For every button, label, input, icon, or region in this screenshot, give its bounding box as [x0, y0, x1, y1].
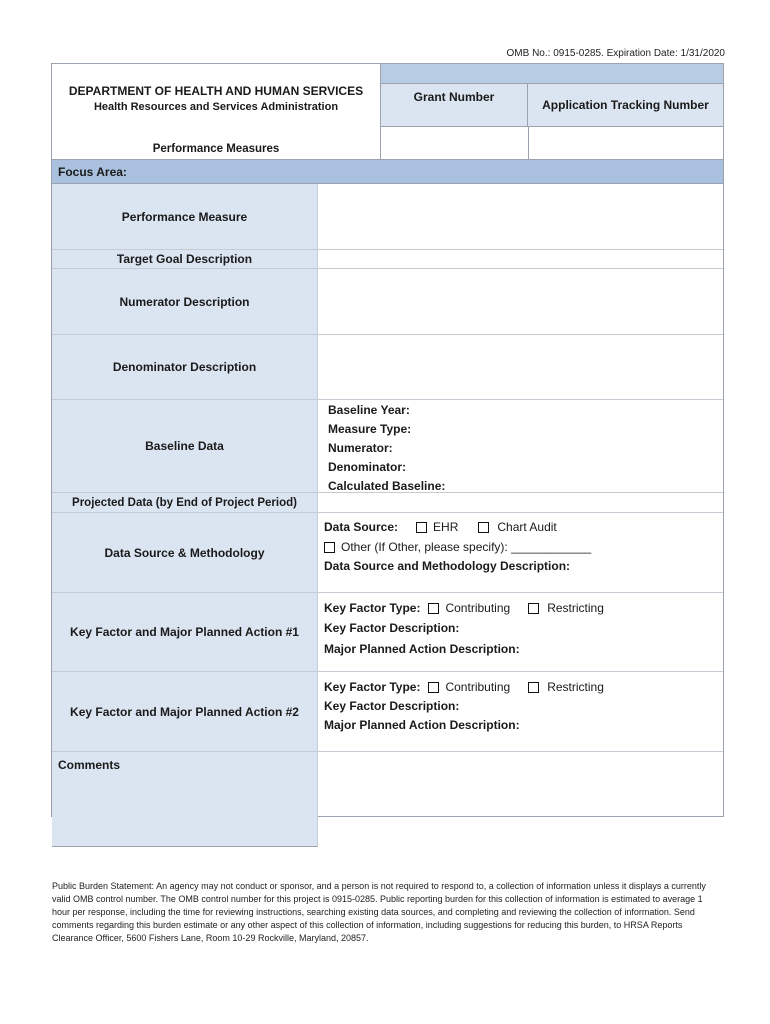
- row-target-goal: [52, 250, 723, 269]
- data-source-label: Data Source & Methodology: [52, 513, 318, 592]
- grant-number-field[interactable]: [381, 127, 529, 159]
- tracking-number-label: Application Tracking Number: [528, 84, 723, 126]
- methodology-description-label: Data Source and Methodology Description:: [324, 559, 571, 573]
- key-factor-2-type-label: Key Factor Type:: [324, 679, 421, 694]
- key-factor-2-restricting-label: Restricting: [547, 680, 604, 694]
- calculated-baseline-label: Calculated Baseline:: [328, 479, 446, 493]
- administration-name: Health Resources and Services Administration: [93, 101, 339, 113]
- chart-audit-option-label: Chart Audit: [497, 520, 557, 534]
- key-factor-2-label: Key Factor and Major Planned Action #2: [52, 672, 318, 751]
- row-numerator: [52, 269, 723, 335]
- key-factor-1-description-label: Key Factor Description:: [324, 621, 460, 635]
- header-strip: [381, 64, 723, 84]
- row-comments: [52, 752, 723, 816]
- agency-block: [52, 64, 381, 159]
- baseline-year-label: Baseline Year:: [328, 403, 410, 417]
- performance-measure-label: Performance Measure: [52, 184, 318, 249]
- row-key-factor-1: [52, 593, 723, 672]
- projected-label: Projected Data (by End of Project Period): [52, 493, 318, 512]
- key-factor-1-type-label: Key Factor Type:: [324, 600, 421, 615]
- key-factor-2-action-label: Major Planned Action Description:: [324, 718, 520, 732]
- row-projected: [52, 493, 723, 513]
- measure-type-label: Measure Type:: [328, 422, 412, 436]
- key-factor-1-type-options: [324, 598, 715, 618]
- public-burden-statement: Public Burden Statement: An agency may not conduct or sponsor, and a person is not required to respond to, a collection of information unless it displays a currently valid OMB control number. The OMB control number for this project is 0915-0285. Public reporting burden for this collection of information is estimated to average 1 hour per response, including the time for reviewing instructions, searching existing data sources, and completing and reviewing the collection of information. Send comments regarding this burden estimate or any other aspect of this collection of information, including suggestions for reducing this burden, to HRSA Reports Clearance Officer, 5600 Fishers Lane, Room 10-29 Rockville, Maryland, 20857.: [52, 881, 706, 943]
- grant-number-label: Grant Number: [381, 84, 528, 126]
- key-factor-1-label: Key Factor and Major Planned Action #1: [52, 593, 318, 671]
- numerator-field[interactable]: [318, 269, 723, 334]
- row-data-source: [52, 513, 723, 593]
- denominator-label: Denominator Description: [52, 335, 318, 399]
- target-goal-label: Target Goal Description: [52, 250, 318, 268]
- row-performance-measure: [52, 184, 723, 250]
- other-checkbox[interactable]: [324, 542, 335, 553]
- key-factor-1-contributing-checkbox[interactable]: [428, 603, 439, 614]
- comments-label: Comments: [52, 752, 318, 847]
- data-source-field: [318, 513, 723, 592]
- identifier-block: [381, 64, 723, 159]
- ehr-option-label: EHR: [433, 520, 459, 534]
- key-factor-2-contributing-checkbox[interactable]: [428, 682, 439, 693]
- key-factor-1-restricting-checkbox[interactable]: [528, 603, 539, 614]
- key-factor-2-description-label: Key Factor Description:: [324, 699, 460, 713]
- key-factor-2-restricting-checkbox[interactable]: [528, 682, 539, 693]
- denominator-field[interactable]: [318, 335, 723, 399]
- key-factor-2-type-options: [324, 677, 715, 697]
- baseline-numerator-label: Numerator:: [328, 441, 393, 455]
- key-factor-2-contributing-label: Contributing: [445, 680, 511, 694]
- form-title: Performance Measures: [152, 143, 280, 155]
- key-factor-1-restricting-label: Restricting: [547, 601, 604, 615]
- department-name: DEPARTMENT OF HEALTH AND HUMAN SERVICES: [68, 84, 364, 98]
- focus-area-bar: [52, 160, 723, 184]
- key-factor-1-contributing-label: Contributing: [445, 601, 511, 615]
- other-option-label: Other (If Other, please specify): ____________: [341, 540, 592, 554]
- row-baseline: [52, 400, 723, 493]
- data-source-type-label: Data Source:: [324, 519, 399, 534]
- comments-field[interactable]: [318, 752, 723, 816]
- form-header: [52, 64, 723, 160]
- baseline-field[interactable]: [318, 400, 723, 492]
- target-goal-field[interactable]: [318, 250, 723, 268]
- baseline-denominator-label: Denominator:: [328, 460, 406, 474]
- ehr-checkbox[interactable]: [416, 522, 427, 533]
- key-factor-1-action-label: Major Planned Action Description:: [324, 642, 520, 656]
- performance-measures-form: [51, 63, 724, 817]
- row-denominator: [52, 335, 723, 400]
- performance-measure-field[interactable]: [318, 184, 723, 249]
- key-factor-1-field: [318, 593, 723, 671]
- projected-field[interactable]: [318, 493, 723, 512]
- other-option-row: [324, 537, 715, 557]
- key-factor-2-field: [318, 672, 723, 751]
- baseline-label: Baseline Data: [52, 400, 318, 492]
- numerator-label: Numerator Description: [52, 269, 318, 334]
- row-key-factor-2: [52, 672, 723, 752]
- omb-notice: OMB No.: 0915-0285. Expiration Date: 1/31/2020: [506, 48, 725, 59]
- data-source-options: [324, 517, 715, 537]
- tracking-number-field[interactable]: [529, 127, 723, 159]
- chart-audit-checkbox[interactable]: [478, 522, 489, 533]
- identifier-header-row: [381, 84, 723, 127]
- identifier-value-row: [381, 127, 723, 159]
- focus-area-label: Focus Area:: [58, 164, 127, 179]
